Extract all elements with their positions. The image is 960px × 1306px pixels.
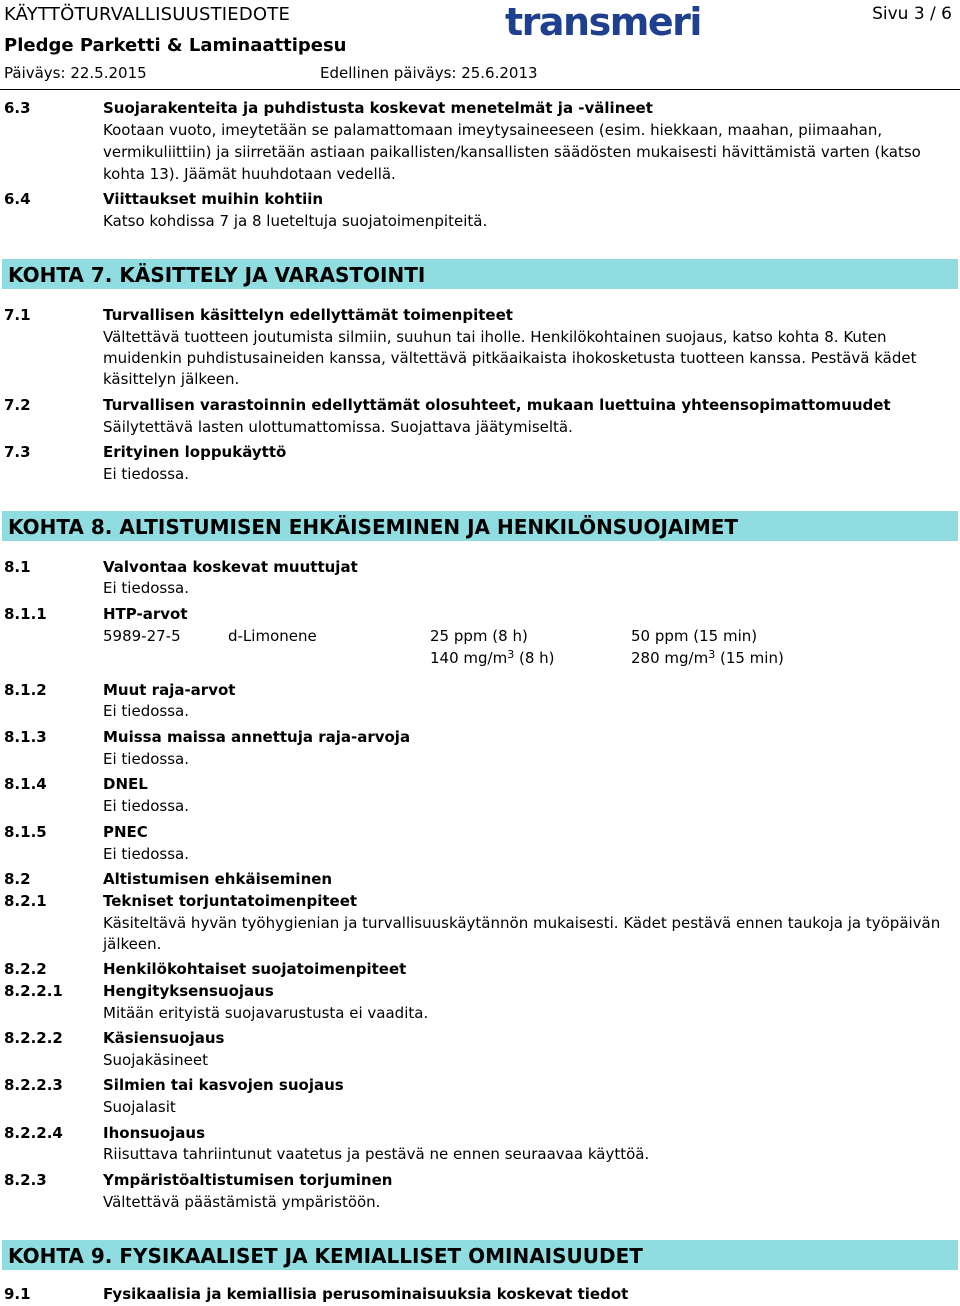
section-8-2-1-title: Tekniset torjuntatoimenpiteet	[103, 892, 358, 910]
htp-substance: d-Limonene	[228, 627, 317, 645]
section-8-2-number: 8.2	[4, 870, 31, 888]
section-8-1-text: Ei tiedossa.	[103, 579, 189, 597]
section-8-2-3-number: 8.2.3	[4, 1171, 47, 1189]
section-8-2-2-1-number: 8.2.2.1	[4, 982, 63, 1000]
section-7-2-number: 7.2	[4, 396, 31, 414]
section-9-1-number: 9.1	[4, 1285, 31, 1303]
section-7-1-line-3: käsittelyn jälkeen.	[103, 370, 240, 388]
section-8-2-2-number: 8.2.2	[4, 960, 47, 978]
section-9-title: KOHTA 9. FYSIKAALISET JA KEMIALLISET OMINAISUUDET	[8, 1244, 643, 1268]
section-6-3-number: 6.3	[4, 99, 31, 117]
section-6-3-line-3: kohta 13). Jäämät huuhdotaan vedellä.	[103, 165, 396, 183]
section-7-1-line-1: Vältettävä tuotteen joutumista silmiin, suuhun tai iholle. Henkilökohtainen suojaus, katso kohta 8. Kuten	[103, 328, 887, 346]
section-7-1-title: Turvallisen käsittelyn edellyttämät toimenpiteet	[103, 306, 513, 324]
section-8-2-2-3-number: 8.2.2.3	[4, 1076, 63, 1094]
section-8-2-2-2-text: Suojakäsineet	[103, 1051, 209, 1069]
htp-mg-8h-value: 140 mg/m	[430, 649, 508, 667]
section-6-4-text: Katso kohdissa 7 ja 8 lueteltuja suojatoimenpiteitä.	[103, 212, 488, 230]
section-7-1-number: 7.1	[4, 306, 31, 324]
product-name: Pledge Parketti & Laminaattipesu	[4, 35, 347, 56]
htp-mg-15min	[631, 649, 784, 667]
htp-ppm-8h: 25 ppm (8 h)	[430, 627, 528, 645]
section-8-2-2-4-number: 8.2.2.4	[4, 1124, 63, 1142]
section-7-3-title: Erityinen loppukäyttö	[103, 443, 287, 461]
section-7-1-line-2: muidenkin puhdistusaineiden kanssa, vältettävä pitkäaikaista ihokosketusta tuotteen kanssa. Pestävä kädet	[103, 349, 917, 367]
section-6-3-line-2: vermikuliittiin) ja siirretään astiaan paikallisten/kansallisten säädösten mukaisesti hävittämistä varten (katso	[103, 143, 921, 161]
section-8-heading	[2, 511, 958, 541]
section-8-2-1-number: 8.2.1	[4, 892, 47, 910]
section-8-1-number: 8.1	[4, 558, 31, 576]
section-8-2-2-1-text: Mitään erityistä suojavarustusta ei vaadita.	[103, 1004, 429, 1022]
section-8-1-4-title: DNEL	[103, 775, 148, 793]
logo-wordmark: transmeri	[505, 4, 701, 40]
previous-date: Edellinen päiväys: 25.6.2013	[320, 64, 538, 82]
section-8-2-2-4-title: Ihonsuojaus	[103, 1124, 206, 1142]
section-8-1-4-text: Ei tiedossa.	[103, 797, 189, 815]
htp-ppm-15min: 50 ppm (15 min)	[631, 627, 758, 645]
section-8-2-3-title: Ympäristöaltistumisen torjuminen	[103, 1171, 393, 1189]
section-8-2-1-line-2: jälkeen.	[103, 935, 162, 953]
section-9-heading	[2, 1240, 958, 1270]
section-8-2-2-title: Henkilökohtaiset suojatoimenpiteet	[103, 960, 407, 978]
section-6-4-number: 6.4	[4, 190, 31, 208]
section-8-1-4-number: 8.1.4	[4, 775, 47, 793]
transmeri-logo	[505, 4, 730, 40]
section-8-1-1-title: HTP-arvot	[103, 605, 188, 623]
document-type-title: KÄYTTÖTURVALLISUUSTIEDOTE	[4, 4, 291, 25]
document-date: Päiväys: 22.5.2015	[4, 64, 147, 82]
section-8-title: KOHTA 8. ALTISTUMISEN EHKÄISEMINEN JA HENKILÖNSUOJAIMET	[8, 515, 739, 539]
section-8-2-2-2-number: 8.2.2.2	[4, 1029, 63, 1047]
section-8-1-3-title: Muissa maissa annettuja raja-arvoja	[103, 728, 411, 746]
htp-mg-15min-value: 280 mg/m	[631, 649, 709, 667]
section-8-2-1-line-1: Käsiteltävä hyvän työhygienian ja turvallisuuskäytännön mukaisesti. Kädet pestävä ennen taukoja ja työpäivän	[103, 914, 941, 932]
htp-mg-15min-exponent: 3	[708, 648, 716, 661]
page-number: Sivu 3 / 6	[872, 4, 952, 24]
htp-mg-15min-duration: (15 min)	[715, 649, 784, 667]
section-7-3-number: 7.3	[4, 443, 31, 461]
section-7-heading	[2, 259, 958, 289]
htp-mg-8h-exponent: 3	[507, 648, 515, 661]
section-8-2-title: Altistumisen ehkäiseminen	[103, 870, 333, 888]
section-7-title: KOHTA 7. KÄSITTELY JA VARASTOINTI	[8, 263, 426, 287]
section-7-2-title: Turvallisen varastoinnin edellyttämät olosuhteet, mukaan luettuina yhteensopimattomuudet	[103, 396, 891, 414]
section-8-2-2-3-text: Suojalasit	[103, 1098, 176, 1116]
section-8-1-2-text: Ei tiedossa.	[103, 702, 189, 720]
header-divider	[0, 89, 960, 90]
section-8-1-title: Valvontaa koskevat muuttujat	[103, 558, 358, 576]
section-9-1-title: Fysikaalisia ja kemiallisia perusominaisuuksia koskevat tiedot	[103, 1285, 629, 1303]
section-8-1-2-number: 8.1.2	[4, 681, 47, 699]
htp-mg-8h-duration: (8 h)	[514, 649, 555, 667]
section-8-1-5-text: Ei tiedossa.	[103, 845, 189, 863]
section-8-1-3-number: 8.1.3	[4, 728, 47, 746]
section-7-2-text: Säilytettävä lasten ulottumattomissa. Suojattava jäätymiseltä.	[103, 418, 573, 436]
section-6-3-line-1: Kootaan vuoto, imeytetään se palamattomaan imeytysaineeseen (esim. hiekkaan, maahan, piimaahan,	[103, 121, 883, 139]
section-8-2-2-2-title: Käsiensuojaus	[103, 1029, 225, 1047]
section-8-1-5-title: PNEC	[103, 823, 148, 841]
htp-cas-number: 5989-27-5	[103, 627, 181, 645]
section-8-2-2-3-title: Silmien tai kasvojen suojaus	[103, 1076, 344, 1094]
section-6-4-title: Viittaukset muihin kohtiin	[103, 190, 324, 208]
section-7-3-text: Ei tiedossa.	[103, 465, 189, 483]
section-6-3-title: Suojarakenteita ja puhdistusta koskevat menetelmät ja -välineet	[103, 99, 653, 117]
section-8-1-2-title: Muut raja-arvot	[103, 681, 236, 699]
htp-mg-8h	[430, 649, 555, 667]
section-8-1-1-number: 8.1.1	[4, 605, 47, 623]
section-8-2-2-4-text: Riisuttava tahriintunut vaatetus ja pestävä ne ennen seuraavaa käyttöä.	[103, 1145, 650, 1163]
section-8-2-3-text: Vältettävä päästämistä ympäristöön.	[103, 1193, 381, 1211]
section-8-1-5-number: 8.1.5	[4, 823, 47, 841]
section-8-1-3-text: Ei tiedossa.	[103, 750, 189, 768]
section-8-2-2-1-title: Hengityksensuojaus	[103, 982, 274, 1000]
